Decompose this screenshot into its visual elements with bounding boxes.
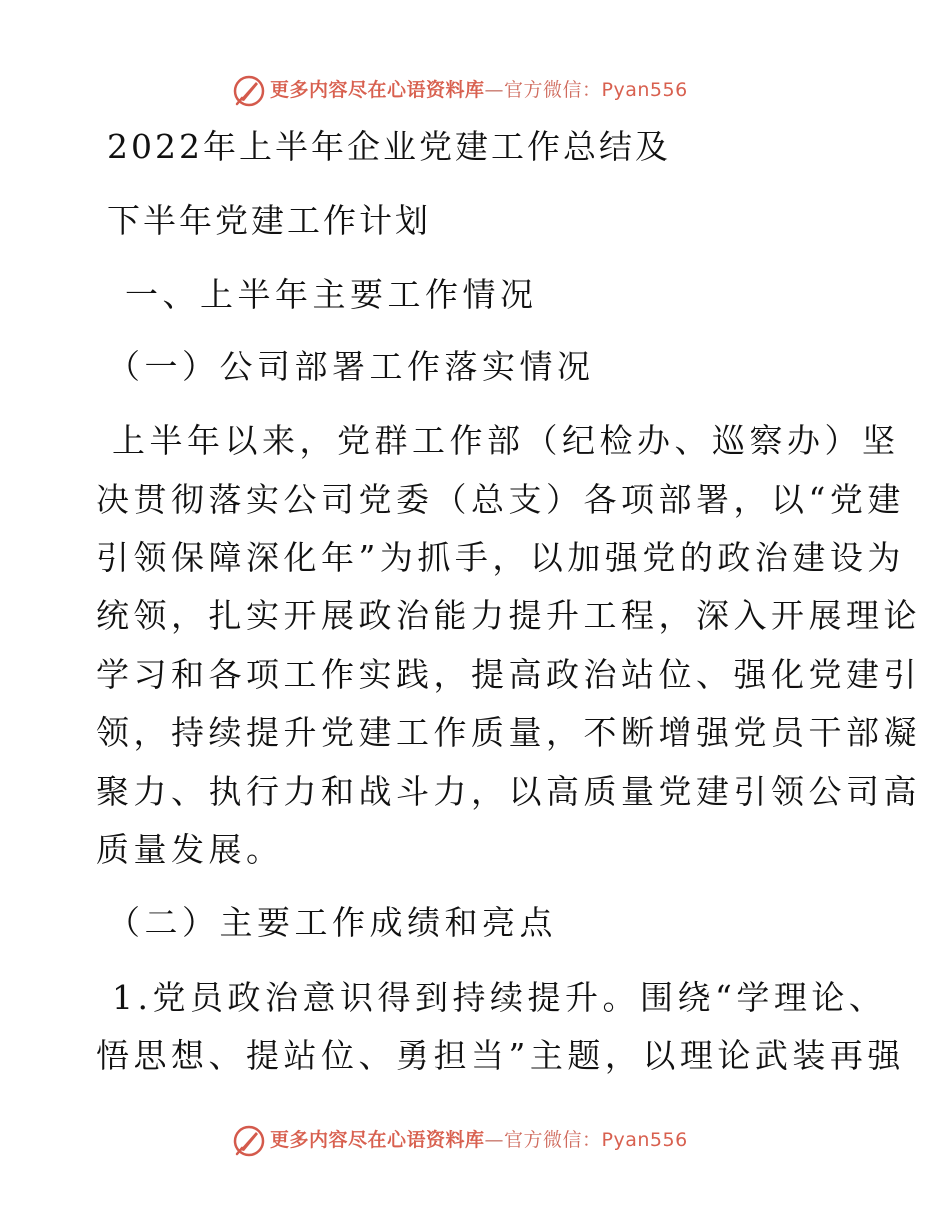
quill-pen-logo-icon [232, 1124, 266, 1158]
subsection-heading-1: （一）公司部署工作落实情况 [107, 347, 595, 386]
subsection-heading-2: （二）主要工作成绩和亮点 [107, 903, 557, 942]
watermark-wechat-label: 官方微信： [504, 1129, 602, 1151]
watermark-separator: — [484, 79, 505, 101]
watermark-separator: — [484, 1129, 505, 1151]
quill-pen-logo-icon [232, 74, 266, 108]
document-title-line-1: 2022年上半年企业党建工作总结及 [107, 127, 671, 166]
watermark-wechat-id: Pyan556 [601, 79, 688, 101]
watermark-wechat-id: Pyan556 [601, 1129, 688, 1151]
paragraph-1-line: 质量发展。 [96, 830, 284, 869]
watermark-wechat-label: 官方微信： [504, 79, 602, 101]
paragraph-1-line: 决贯彻落实公司党委（总支）各项部署，以“党建 [96, 480, 905, 519]
paragraph-1-line: 统领，扎实开展政治能力提升工程，深入开展理论 [96, 596, 921, 635]
document-title-line-2: 下半年党建工作计划 [107, 201, 431, 240]
watermark-banner-bottom [0, 1120, 950, 1160]
watermark-text [270, 1128, 688, 1152]
paragraph-2-line: 悟思想、提站位、勇担当”主题，以理论武装再强 [96, 1036, 905, 1075]
paragraph-1-line: 上半年以来，党群工作部（纪检办、巡察办）坚 [112, 421, 900, 460]
section-heading: 一、上半年主要工作情况 [125, 275, 538, 314]
watermark-brand: 更多内容尽在心语资料库 [270, 79, 485, 101]
watermark-text [270, 78, 688, 102]
paragraph-1-line: 领，持续提升党建工作质量，不断增强党员干部凝 [96, 713, 921, 752]
paragraph-2-line: 1.党员政治意识得到持续提升。围绕“学理论、 [112, 978, 887, 1017]
watermark-brand: 更多内容尽在心语资料库 [270, 1129, 485, 1151]
paragraph-1-line: 学习和各项工作实践，提高政治站位、强化党建引 [96, 655, 921, 694]
paragraph-1-line: 引领保障深化年”为抓手，以加强党的政治建设为 [96, 538, 905, 577]
watermark-banner-top [0, 70, 950, 110]
paragraph-1-line: 聚力、执行力和战斗力，以高质量党建引领公司高 [96, 772, 921, 811]
